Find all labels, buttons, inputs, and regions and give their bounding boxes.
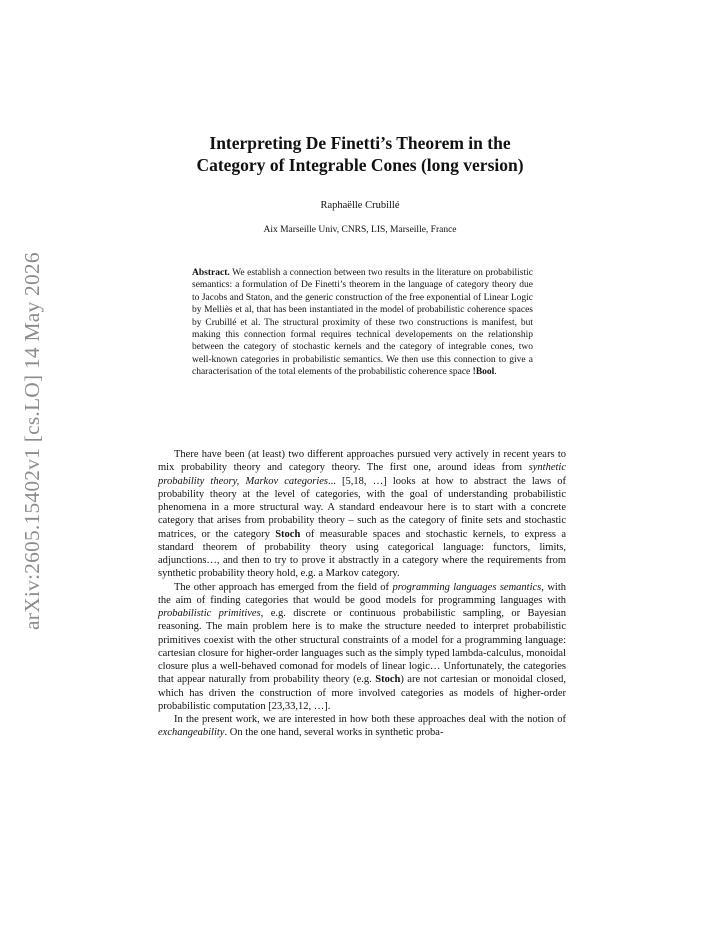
author-affiliation: Aix Marseille Univ, CNRS, LIS, Marseille, France <box>263 225 457 235</box>
abstract <box>192 267 533 379</box>
arxiv-identifier: arXiv:2605.15402v1 [cs.LO] 14 May 2026 <box>20 252 44 630</box>
paragraph-3 <box>158 713 566 740</box>
paper-title <box>140 132 580 176</box>
abstract-end: . <box>494 367 497 378</box>
p3-text-1: In the present work, we are interested in how both these approaches deal with the notion of <box>174 714 566 725</box>
p2-text-4: ) are not cartesian or monoidal closed, which has driven the construction of more involved categories as models of higher-order probabilistic computation [23,33,12, …]. <box>158 674 566 712</box>
p1-text-3: of measurable spaces and stochastic kernels, to express a standard theorem of probability theory using categorical language: functors, limits, adjunctions…, and then to try to prove it abstractly in a category where the requirements from synthetic probability theory hold, e.g. a Markov category. <box>158 528 566 580</box>
paragraph-1 <box>158 448 566 581</box>
abstract-label: Abstract. <box>192 268 230 278</box>
title-line-2: Category of Integrable Cones (long version) <box>196 155 524 175</box>
title-line-1: Interpreting De Finetti’s Theorem in the <box>209 133 511 153</box>
p3-emphasis-1: exchangeability <box>158 727 225 739</box>
author-name: Raphaëlle Crubillé <box>320 200 400 211</box>
p2-bold-stoch: Stoch <box>375 674 401 686</box>
abstract-space-name: !Bool <box>472 367 495 378</box>
p2-emphasis-1: programming languages semantics <box>392 581 542 593</box>
p1-emphasis-1: synthetic probability theory, Markov categories <box>158 462 566 487</box>
p3-text-2: . On the one hand, several works in synthetic proba- <box>224 727 444 739</box>
p1-bold-stoch: Stoch <box>275 528 301 540</box>
paragraph-2 <box>158 581 566 714</box>
p2-text-1: The other approach has emerged from the field of <box>174 581 393 593</box>
p2-text-2: , with the aim of finding categories that would be good models for programming languages with <box>158 581 566 606</box>
abstract-text: We establish a connection between two results in the literature on probabilistic semantics: a formulation of De Finetti’s theorem in the language of category theory due to Jacobs and Staton, and the generic construction of the free exponential of Linear Logic by Melliès et al, that has been instantiated in the model of probabilistic coherence spaces by Crubillé et al. The structural proximity of these two constructions is manifest, but making this connection formal requires technical developements on the relationship between the category of stochastic kernels and the category of integrable cones, two well-known categories in probabilistic semantics. We then use this connection to give a characterisation of the total elements of the probabilistic coherence space <box>192 268 533 378</box>
p1-text-2: ... [5,18, …] looks at how to abstract the laws of probability theory at the level of categories, with the goal of understanding probabilistic phenomena in a more structural way. A standard endeavour here is to start with a concrete category that arises from probability theory – such as the category of finite sets and stochastic matrices, or the category <box>158 475 566 540</box>
p1-text-1: There have been (at least) two different approaches pursued very actively in recent years to mix probability theory and category theory. The first one, around ideas from <box>158 449 566 474</box>
p2-text-3: , e.g. discrete or continuous probabilistic sampling, or Bayesian reasoning. The main problem here is to make the structure needed to interpret probabilistic primitives coexist with the other structural constraints of a model for a programming language: cartesian closure for higher-order languages such as the simply typed lambda-calculus, monoidal closure plus a well-behaved comonad for models of linear logic… Unfortunately, the categories that appear naturally from probability theory (e.g. <box>158 608 567 686</box>
paper-body <box>158 448 566 740</box>
p2-emphasis-2: probabilistic primitives <box>158 608 261 619</box>
